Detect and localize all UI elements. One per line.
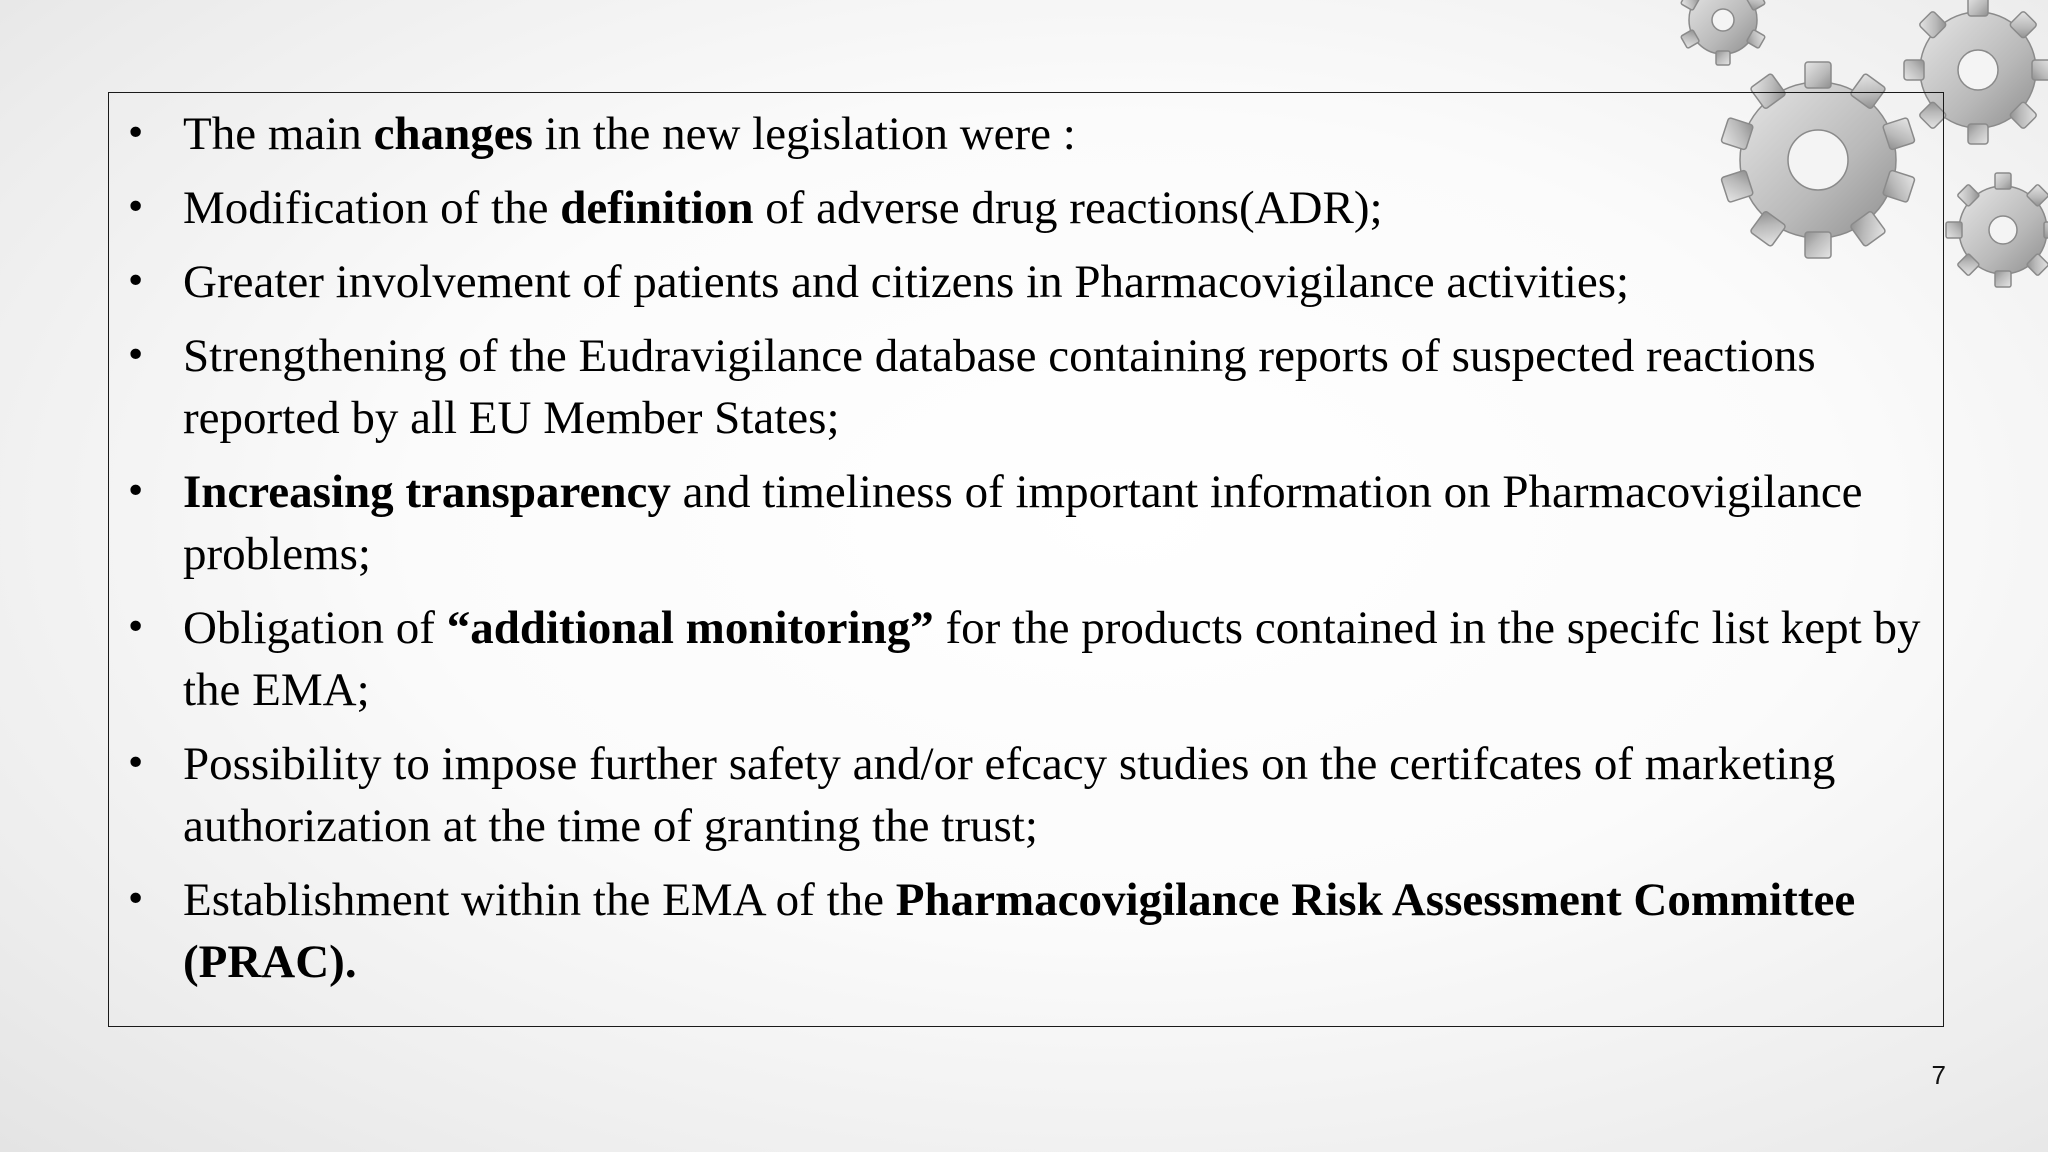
bullet-icon: • bbox=[125, 335, 147, 376]
bullet-text: Greater involvement of patients and citizens in Pharmacovigilance activities; bbox=[183, 256, 1630, 308]
bullet-text: and timeliness of important information on Pharmacovigilance problems; bbox=[183, 466, 1863, 580]
bullet-icon: • bbox=[125, 187, 147, 228]
bullet-icon: • bbox=[125, 879, 147, 920]
bullet-icon: • bbox=[125, 471, 147, 512]
bullet-text: Possibility to impose further safety and/or efcacy studies on the certifcates of marketing authorization at the time of granting the trust; bbox=[183, 738, 1836, 852]
bullet-text: Modification of the bbox=[183, 182, 561, 234]
bold-text: Pharmacovigilance Risk Assessment Committee (PRAC). bbox=[183, 874, 1856, 988]
bullet-item bbox=[109, 251, 1943, 313]
bullet-icon: • bbox=[125, 113, 147, 154]
bold-text: changes bbox=[373, 108, 533, 160]
bullet-icon: • bbox=[125, 743, 147, 784]
bullet-item bbox=[109, 869, 1943, 993]
bullet-item bbox=[109, 597, 1943, 721]
bullet-item bbox=[109, 461, 1943, 585]
bullet-item bbox=[109, 733, 1943, 857]
bullet-icon: • bbox=[125, 261, 147, 302]
bullet-text: Obligation of bbox=[183, 602, 447, 654]
bullet-text: for the products contained in the specifc list kept by the EMA; bbox=[183, 602, 1921, 716]
bullet-text: in the new legislation were : bbox=[532, 108, 1076, 160]
bold-text: definition bbox=[560, 182, 754, 234]
bullet-text: of adverse drug reactions(ADR); bbox=[753, 182, 1383, 234]
page-number: 7 bbox=[1931, 1060, 1946, 1090]
content-box bbox=[108, 92, 1944, 1027]
bullet-item bbox=[109, 325, 1943, 449]
bold-text: Increasing transparency bbox=[183, 466, 671, 518]
bullet-item bbox=[109, 103, 1943, 165]
bullet-icon: • bbox=[125, 607, 147, 648]
bullet-list bbox=[109, 103, 1943, 1005]
bullet-text: Strengthening of the Eudravigilance database containing reports of suspected reactions reported by all EU Member States; bbox=[183, 330, 1816, 444]
bold-text: “additional monitoring” bbox=[446, 602, 934, 654]
bullet-text: Establishment within the EMA of the bbox=[183, 874, 896, 926]
bullet-item bbox=[109, 177, 1943, 239]
bullet-text: The main bbox=[183, 108, 374, 160]
